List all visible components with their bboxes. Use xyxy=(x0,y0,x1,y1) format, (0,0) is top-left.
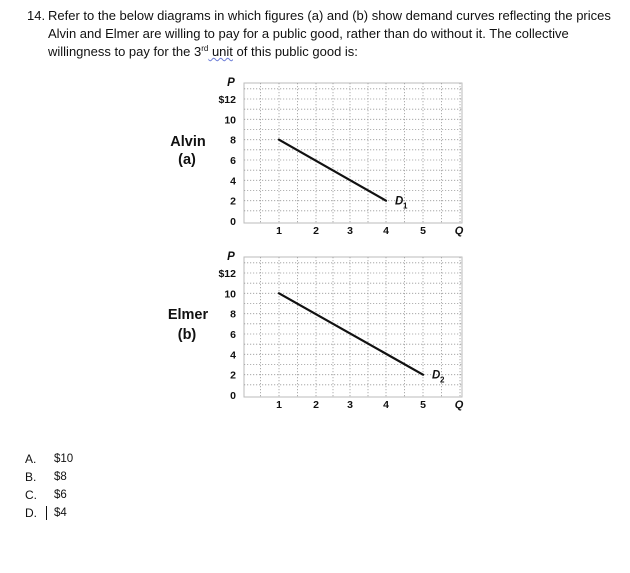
text-cursor xyxy=(46,506,47,520)
graph-elmer xyxy=(168,251,464,411)
question-text-main: Refer to the below diagrams in which figures (a) and (b) show demand curves reflecting the prices Alvin and Elmer are willing to pay for a public good, rather than do without it. The collective willingness to pay for the 3 xyxy=(48,8,611,59)
plot-frame xyxy=(244,257,462,397)
y-axis-label: P xyxy=(227,251,235,263)
demand-curve-subscript: 2 xyxy=(440,375,445,385)
x-axis-label: Q xyxy=(454,225,464,237)
y-tick-label: 8 xyxy=(230,134,236,147)
y-tick-label: 10 xyxy=(224,288,236,301)
x-tick-label: 1 xyxy=(276,399,282,411)
y-axis-label: P xyxy=(227,77,235,89)
question-text-end: of this public good is: xyxy=(232,44,358,59)
x-axis-label: Q xyxy=(454,399,464,411)
y-tick-label: 6 xyxy=(230,329,236,341)
y-tick-label: 4 xyxy=(230,349,236,362)
x-tick-label: 2 xyxy=(313,225,319,237)
choice-value: $4 xyxy=(54,507,67,519)
demand-curve-subscript: 1 xyxy=(403,201,408,211)
choice-value: $6 xyxy=(54,489,67,501)
figure-label-a: (a) xyxy=(178,152,196,168)
plot-frame xyxy=(244,83,462,223)
x-tick-label: 5 xyxy=(420,399,426,411)
choice-value: $8 xyxy=(54,471,67,483)
choice-letter: D. xyxy=(25,506,37,520)
y-tick-label: 0 xyxy=(230,390,236,402)
demand-curve-label: D xyxy=(395,195,404,208)
person-label-elmer: Elmer xyxy=(167,307,209,323)
y-tick-label: 2 xyxy=(230,369,236,382)
choice-value: $10 xyxy=(54,453,74,465)
y-tick-label: 10 xyxy=(224,114,236,127)
chart-plot-alvin xyxy=(218,77,463,237)
y-tick-label: 8 xyxy=(230,308,236,321)
person-label-alvin: Alvin xyxy=(170,134,206,150)
y-tick-label: 2 xyxy=(230,195,236,208)
y-tick-label: 6 xyxy=(230,155,236,167)
question-number: 14. xyxy=(27,8,46,23)
y-tick-label: 4 xyxy=(230,175,236,188)
demand-curve-line xyxy=(279,293,423,374)
y-tick-label: $12 xyxy=(218,94,236,106)
x-tick-label: 2 xyxy=(313,399,319,411)
choice-letter: A. xyxy=(25,452,37,466)
graph-alvin xyxy=(170,77,463,237)
choice-letter: B. xyxy=(25,470,37,484)
underlined-word: unit xyxy=(208,44,233,59)
x-tick-label: 5 xyxy=(420,225,426,237)
figure-label-b: (b) xyxy=(177,327,197,343)
ordinal-superscript: rd xyxy=(201,44,209,53)
x-tick-label: 3 xyxy=(347,225,353,237)
x-tick-label: 1 xyxy=(276,225,282,237)
choice-letter: C. xyxy=(25,488,37,502)
chart-plot-elmer xyxy=(218,251,463,411)
y-tick-label: 0 xyxy=(230,216,236,228)
x-tick-label: 4 xyxy=(383,225,389,237)
x-tick-label: 3 xyxy=(347,399,353,411)
y-tick-label: $12 xyxy=(218,268,236,280)
demand-curve-label: D xyxy=(432,369,441,382)
x-tick-label: 4 xyxy=(383,399,389,411)
